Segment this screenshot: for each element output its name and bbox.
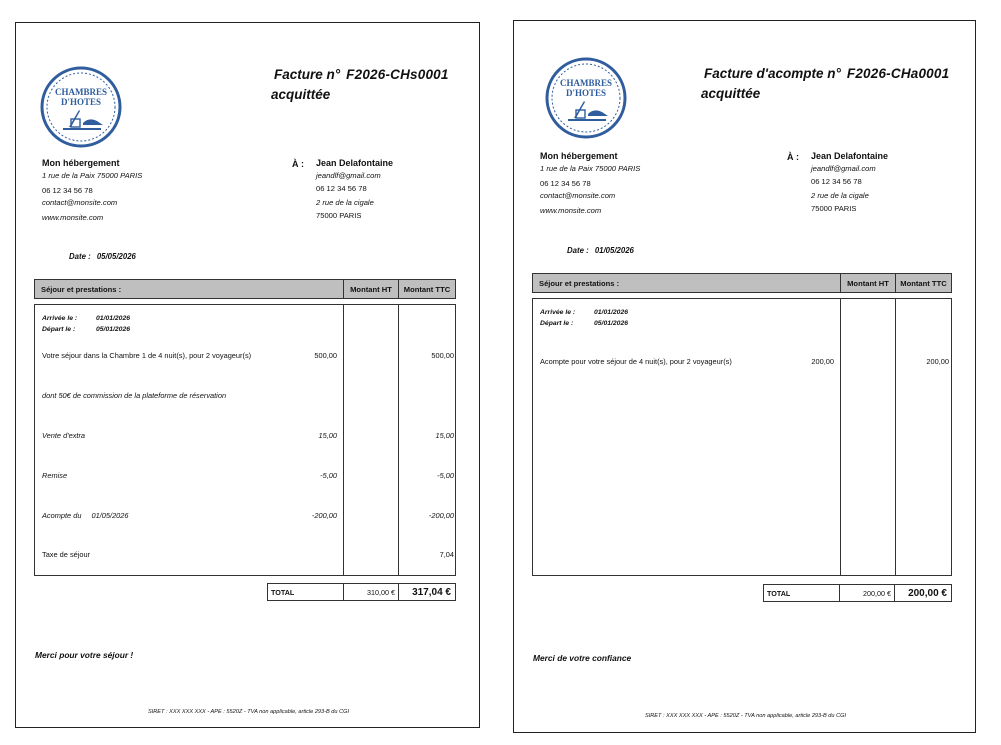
recipient-city: 75000 PARIS <box>811 203 857 213</box>
recipient-email: jeandlf@gmail.com <box>316 171 381 180</box>
header-ht: Montant HT <box>840 274 895 292</box>
sender-name: Mon hébergement <box>540 151 618 161</box>
total-ht: 310,00 € <box>343 584 398 600</box>
recipient-street: 2 rue de la cigale <box>316 198 374 207</box>
table-header <box>34 279 456 299</box>
line-ht: 15,00 <box>318 431 337 440</box>
total-ttc: 317,04 € <box>398 584 455 600</box>
deposit-date: 01/05/2026 <box>91 511 129 520</box>
total-ttc: 200,00 € <box>894 585 951 601</box>
line-description: Remise <box>42 471 68 480</box>
departure-date: 05/01/2026 <box>96 326 131 333</box>
title-prefix: Facture n° <box>274 67 341 82</box>
recipient-phone: 06 12 34 56 78 <box>316 183 367 193</box>
table-body <box>34 304 456 576</box>
line-ht: -200,00 <box>311 511 337 520</box>
sender-email: contact@monsite.com <box>42 198 118 207</box>
line-ttc: -200,00 <box>428 511 454 520</box>
logo-line1: CHAMBRES <box>54 87 108 97</box>
invoice-number: F2026-CHa0001 <box>846 66 950 81</box>
invoice-date <box>567 246 634 255</box>
chambres-dhotes-logo <box>544 56 628 140</box>
logo-line2: D'HOTES <box>565 88 607 98</box>
invoice-status: acquittée <box>701 86 761 101</box>
line-ttc: 15,00 <box>435 431 454 440</box>
line-description: Vente d'extra <box>42 431 86 440</box>
deposit-label: Acompte du <box>42 511 82 520</box>
thanks-message: Merci pour votre séjour ! <box>35 650 134 660</box>
sender-address: 1 rue de la Paix 75000 PARIS <box>42 171 143 180</box>
sender-name: Mon hébergement <box>42 158 120 168</box>
recipient-city: 75000 PARIS <box>316 210 362 220</box>
invoice-title <box>701 64 950 104</box>
logo-line1: CHAMBRES <box>559 78 613 88</box>
line-ttc: 500,00 <box>431 351 454 360</box>
table-body <box>532 298 952 576</box>
to-label: À : <box>292 159 304 169</box>
departure-label: Départ le : <box>540 320 574 327</box>
arrival-date: 01/01/2026 <box>96 315 131 322</box>
header-description: Séjour et prestations : <box>41 284 122 294</box>
sender-address: 1 rue de la Paix 75000 PARIS <box>540 164 641 173</box>
invoice-number: F2026-CHs0001 <box>346 67 449 82</box>
invoice-final-page <box>15 22 480 728</box>
line-ttc: 200,00 <box>926 357 949 366</box>
line-ht: 200,00 <box>811 357 834 366</box>
sender-phone: 06 12 34 56 78 <box>42 185 93 195</box>
departure-label: Départ le : <box>42 326 76 333</box>
header-description: Séjour et prestations : <box>539 278 620 288</box>
line-ttc: -5,00 <box>437 471 454 480</box>
invoice-date <box>69 252 136 261</box>
date-label: Date : <box>567 246 589 255</box>
line-ttc: 7,04 <box>439 550 454 559</box>
table-header <box>532 273 952 293</box>
invoice-title <box>271 65 449 105</box>
recipient-block <box>811 149 888 215</box>
sender-phone: 06 12 34 56 78 <box>540 178 591 188</box>
arrival-label: Arrivée le : <box>42 315 78 322</box>
stay-dates <box>42 313 130 335</box>
arrival-date: 01/01/2026 <box>594 309 629 316</box>
header-ttc: Montant TTC <box>398 280 455 298</box>
recipient-street: 2 rue de la cigale <box>811 191 869 200</box>
line-ht: 500,00 <box>314 351 337 360</box>
line-description: Acompte pour votre séjour de 4 nuit(s), pour 2 voyageur(s) <box>540 357 732 366</box>
invoice-status: acquittée <box>271 87 331 102</box>
title-prefix: Facture d'acompte n° <box>704 66 841 81</box>
total-label: TOTAL <box>271 587 295 597</box>
date-label: Date : <box>69 252 91 261</box>
line-description <box>42 511 129 520</box>
sender-block <box>42 156 142 224</box>
total-row <box>763 584 952 602</box>
recipient-name: Jean Delafontaine <box>811 151 889 161</box>
line-description: dont 50€ de commission de la plateforme de réservation <box>42 391 227 400</box>
to-label: À : <box>787 152 799 162</box>
total-label: TOTAL <box>767 588 791 598</box>
thanks-message: Merci de votre confiance <box>533 653 632 663</box>
recipient-phone: 06 12 34 56 78 <box>811 176 862 186</box>
stay-dates <box>540 307 628 329</box>
invoice-deposit-page <box>513 20 976 733</box>
legal-footer: SIRET : XXX XXX XXX - APE : 5520Z - TVA non applicable, article 293-B du CGI <box>644 713 847 719</box>
chambres-dhotes-logo <box>39 65 123 149</box>
sender-website: www.monsite.com <box>42 212 104 222</box>
date-value: 05/05/2026 <box>96 252 136 261</box>
recipient-email: jeandlf@gmail.com <box>811 164 876 173</box>
logo-stamp-icon <box>544 56 628 140</box>
logo-line2: D'HOTES <box>60 97 102 107</box>
sender-email: contact@monsite.com <box>540 191 616 200</box>
recipient-name: Jean Delafontaine <box>316 158 394 168</box>
departure-date: 05/01/2026 <box>594 320 629 327</box>
arrival-label: Arrivée le : <box>540 309 576 316</box>
total-ht: 200,00 € <box>839 585 894 601</box>
line-description: Votre séjour dans la Chambre 1 de 4 nuit(s), pour 2 voyageur(s) <box>42 351 252 360</box>
sender-website: www.monsite.com <box>540 205 602 215</box>
legal-footer: SIRET : XXX XXX XXX - APE : 5520Z - TVA non applicable, article 293-B du CGI <box>147 709 350 715</box>
line-ht: -5,00 <box>320 471 337 480</box>
header-ht: Montant HT <box>343 280 398 298</box>
sender-block <box>540 149 640 217</box>
total-row <box>267 583 456 601</box>
logo-stamp-icon <box>39 65 123 149</box>
date-value: 01/05/2026 <box>594 246 634 255</box>
header-ttc: Montant TTC <box>895 274 951 292</box>
line-description: Taxe de séjour <box>42 550 91 559</box>
recipient-block <box>316 156 393 222</box>
